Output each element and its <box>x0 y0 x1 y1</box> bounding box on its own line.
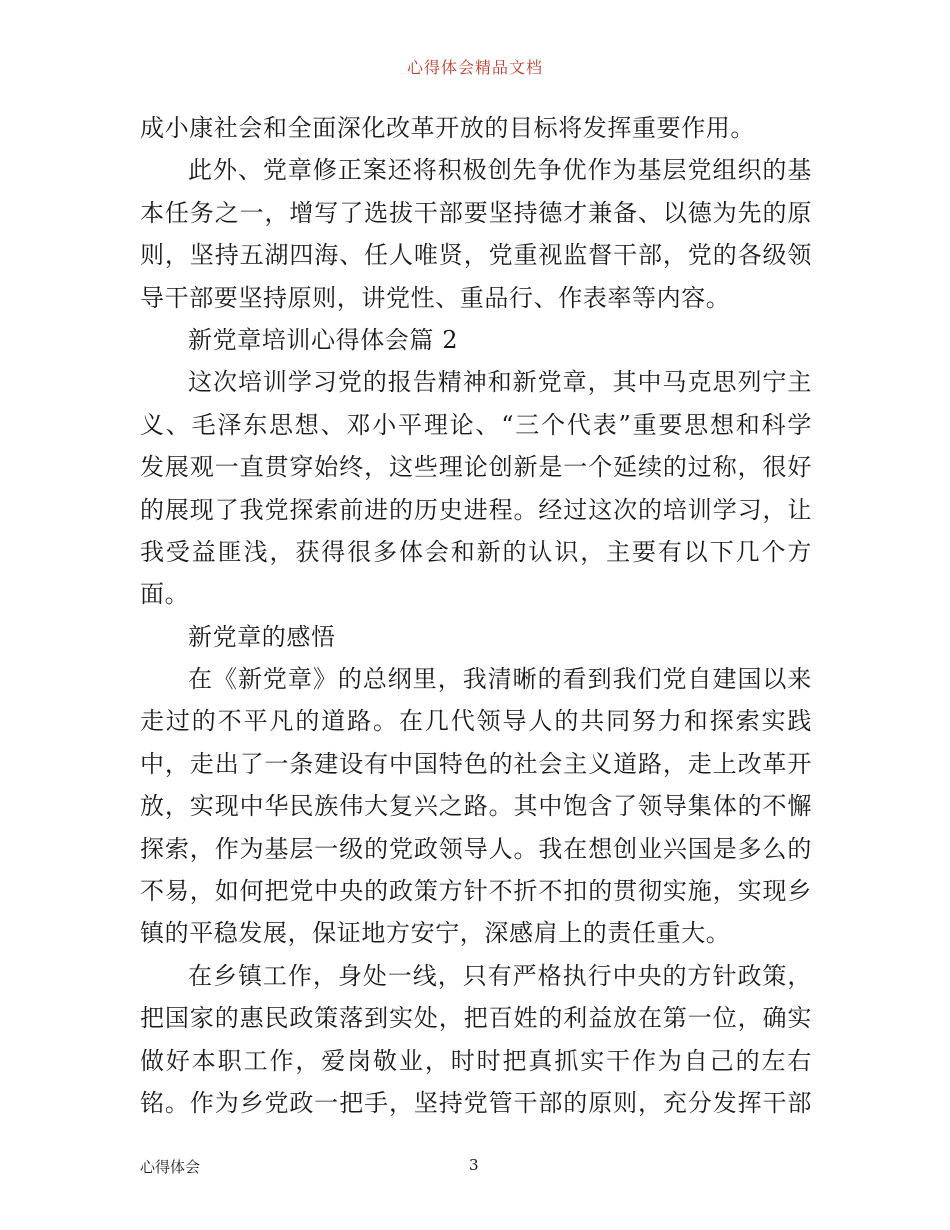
body-line: 在乡镇工作，身处一线，只有严格执行中央的方针政策， <box>188 961 812 990</box>
document-body <box>140 107 812 1124</box>
body-line: 中，走出了一条建设有中国特色的社会主义道路，走上改革开 <box>140 749 812 778</box>
body-line: 此外、党章修正案还将积极创先争优作为基层党组织的基 <box>188 156 812 185</box>
body-line: 本任务之一，增写了选拔干部要坚持德才兼备、以德为先的原 <box>140 198 812 227</box>
page-number: 3 <box>469 1156 479 1174</box>
body-line: 成小康社会和全面深化改革开放的目标将发挥重要作用。 <box>140 114 755 142</box>
body-line: 镇的平稳发展，保证地方安宁，深感肩上的责任重大。 <box>140 919 731 948</box>
section-heading: 新党章的感悟 <box>188 622 336 651</box>
footer-label: 心得体会 <box>140 1158 201 1176</box>
body-line: 发展观一直贯穿始终，这些理论创新是一个延续的过称，很好 <box>140 453 812 482</box>
document-header-title: 心得体会精品文档 <box>406 58 543 77</box>
body-line: 把国家的惠民政策落到实处，把百姓的利益放在第一位，确实 <box>140 1004 812 1033</box>
body-line: 铭。作为乡党政一把手，坚持党管干部的原则，充分发挥干部 <box>140 1088 812 1117</box>
body-line: 义、毛泽东思想、邓小平理论、“三个代表”重要思想和科学 <box>140 410 812 439</box>
body-line: 不易，如何把党中央的政策方针不折不扣的贯彻实施，实现乡 <box>140 877 812 906</box>
body-line: 则，坚持五湖四海、任人唯贤，党重视监督干部，党的各级领 <box>140 241 812 270</box>
body-line: 在《新党章》的总纲里，我清晰的看到我们党自建国以来 <box>188 665 812 694</box>
body-line: 走过的不平凡的道路。在几代领导人的共同努力和探索实践 <box>140 707 812 736</box>
body-line: 做好本职工作，爱岗敬业，时时把真抓实干作为自己的左右 <box>140 1046 812 1075</box>
body-line: 导干部要坚持原则，讲党性、重品行、作表率等内容。 <box>140 283 731 312</box>
body-line: 探索，作为基层一级的党政领导人。我在想创业兴国是多么的 <box>140 834 812 863</box>
body-line: 放，实现中华民族伟大复兴之路。其中饱含了领导集体的不懈 <box>140 792 812 821</box>
body-line: 面。 <box>140 580 190 609</box>
body-line: 我受益匪浅，获得很多体会和新的认识，主要有以下几个方 <box>140 537 812 566</box>
section-heading: 新党章培训心得体会篇 2 <box>188 325 459 354</box>
body-line: 这次培训学习党的报告精神和新党章，其中马克思列宁主 <box>188 368 812 397</box>
body-line: 的展现了我党探索前进的历史进程。经过这次的培训学习，让 <box>140 495 812 524</box>
